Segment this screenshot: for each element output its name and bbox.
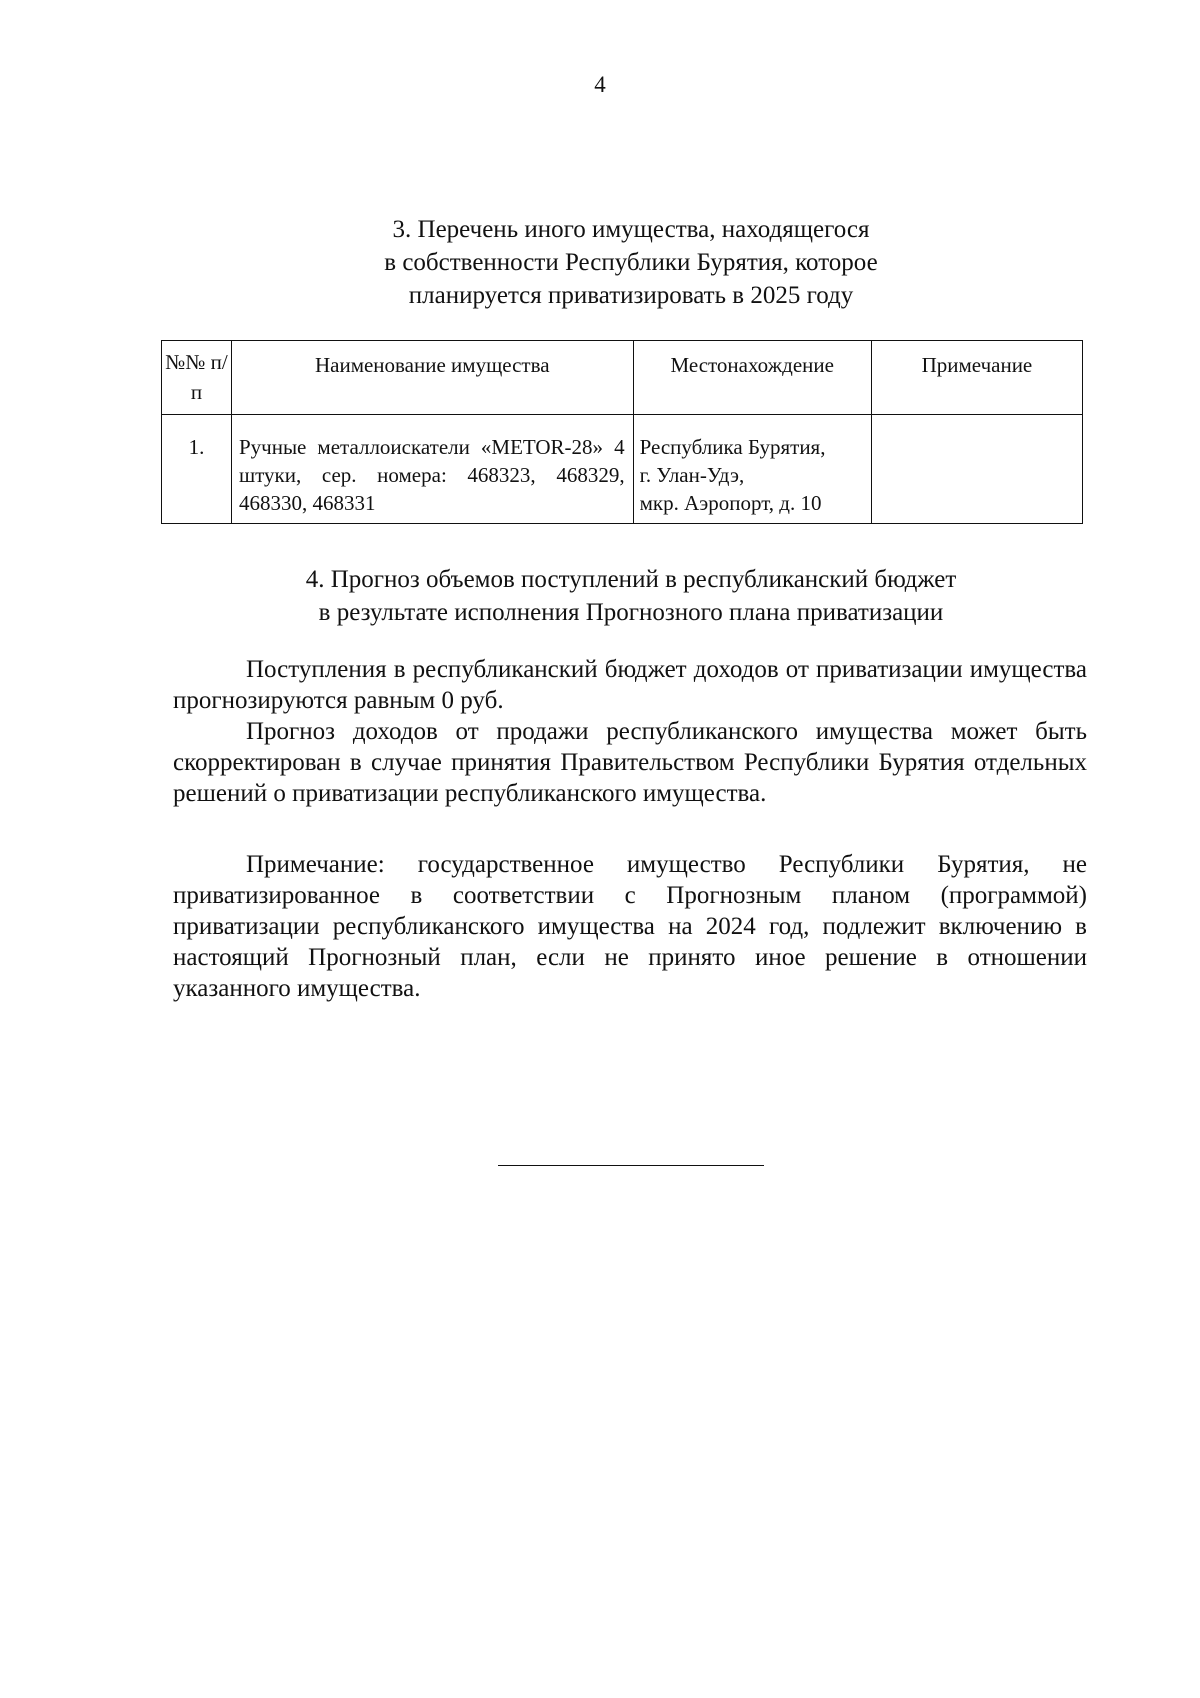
header-name: Наименование имущества [231, 341, 633, 415]
row-note-cell [871, 415, 1082, 524]
income-paragraph: Прогноз доходов от продажи республиканского имущества может быть скорректирован в случае принятия Правительством Республики Бурятия отдельных решений о приватизации республиканского имущества. [173, 718, 1087, 807]
location-line: г. Улан-Удэ, [639, 463, 745, 487]
section-3-heading [0, 213, 1200, 312]
row-location-cell [633, 415, 871, 524]
location-line: Республика Бурятия, [639, 435, 826, 459]
table-header-row [162, 341, 1083, 415]
table-row [162, 415, 1083, 524]
section-4-heading-line: 4. Прогноз объемов поступлений в республиканский бюджет [305, 566, 957, 593]
header-number: №№ п/п [162, 341, 232, 415]
header-note: Примечание [871, 341, 1082, 415]
asset-table [161, 340, 1083, 524]
location-line: мкр. Аэропорт, д. 10 [639, 491, 822, 515]
section-3-heading-line: 3. Перечень иного имущества, находящегося [392, 216, 870, 243]
row-name-cell: Ручные металлоискатели «METOR-28» 4 штуки, сер. номера: 468323, 468329, 468330, 468331 [231, 415, 633, 524]
header-location: Местонахождение [633, 341, 871, 415]
section-3-heading-line: планируется приватизировать в 2025 году [408, 282, 854, 309]
note-paragraph: Примечание: государственное имущество Республики Бурятия, не приватизированное в соответствии с Прогнозным планом (программой) приватизации республиканского имущества на 2024 год, подлежит включению в настоящий Прогнозный план, если не принято иное решение в отношении указанного имущества. [173, 851, 1087, 1002]
closing-divider [498, 1165, 764, 1166]
section-3-heading-line: в собственности Республики Бурятия, которое [384, 249, 878, 276]
income-forecast-block [173, 654, 1087, 809]
section-4-heading [0, 563, 1200, 629]
section-4-heading-line: в результате исполнения Прогнозного плана приватизации [318, 599, 944, 626]
income-paragraph: Поступления в республиканский бюджет доходов от приватизации имущества прогнозируются равным 0 руб. [173, 656, 1087, 714]
row-number-cell: 1. [162, 415, 232, 524]
note-block [173, 849, 1087, 1004]
page-number: 4 [594, 72, 606, 97]
